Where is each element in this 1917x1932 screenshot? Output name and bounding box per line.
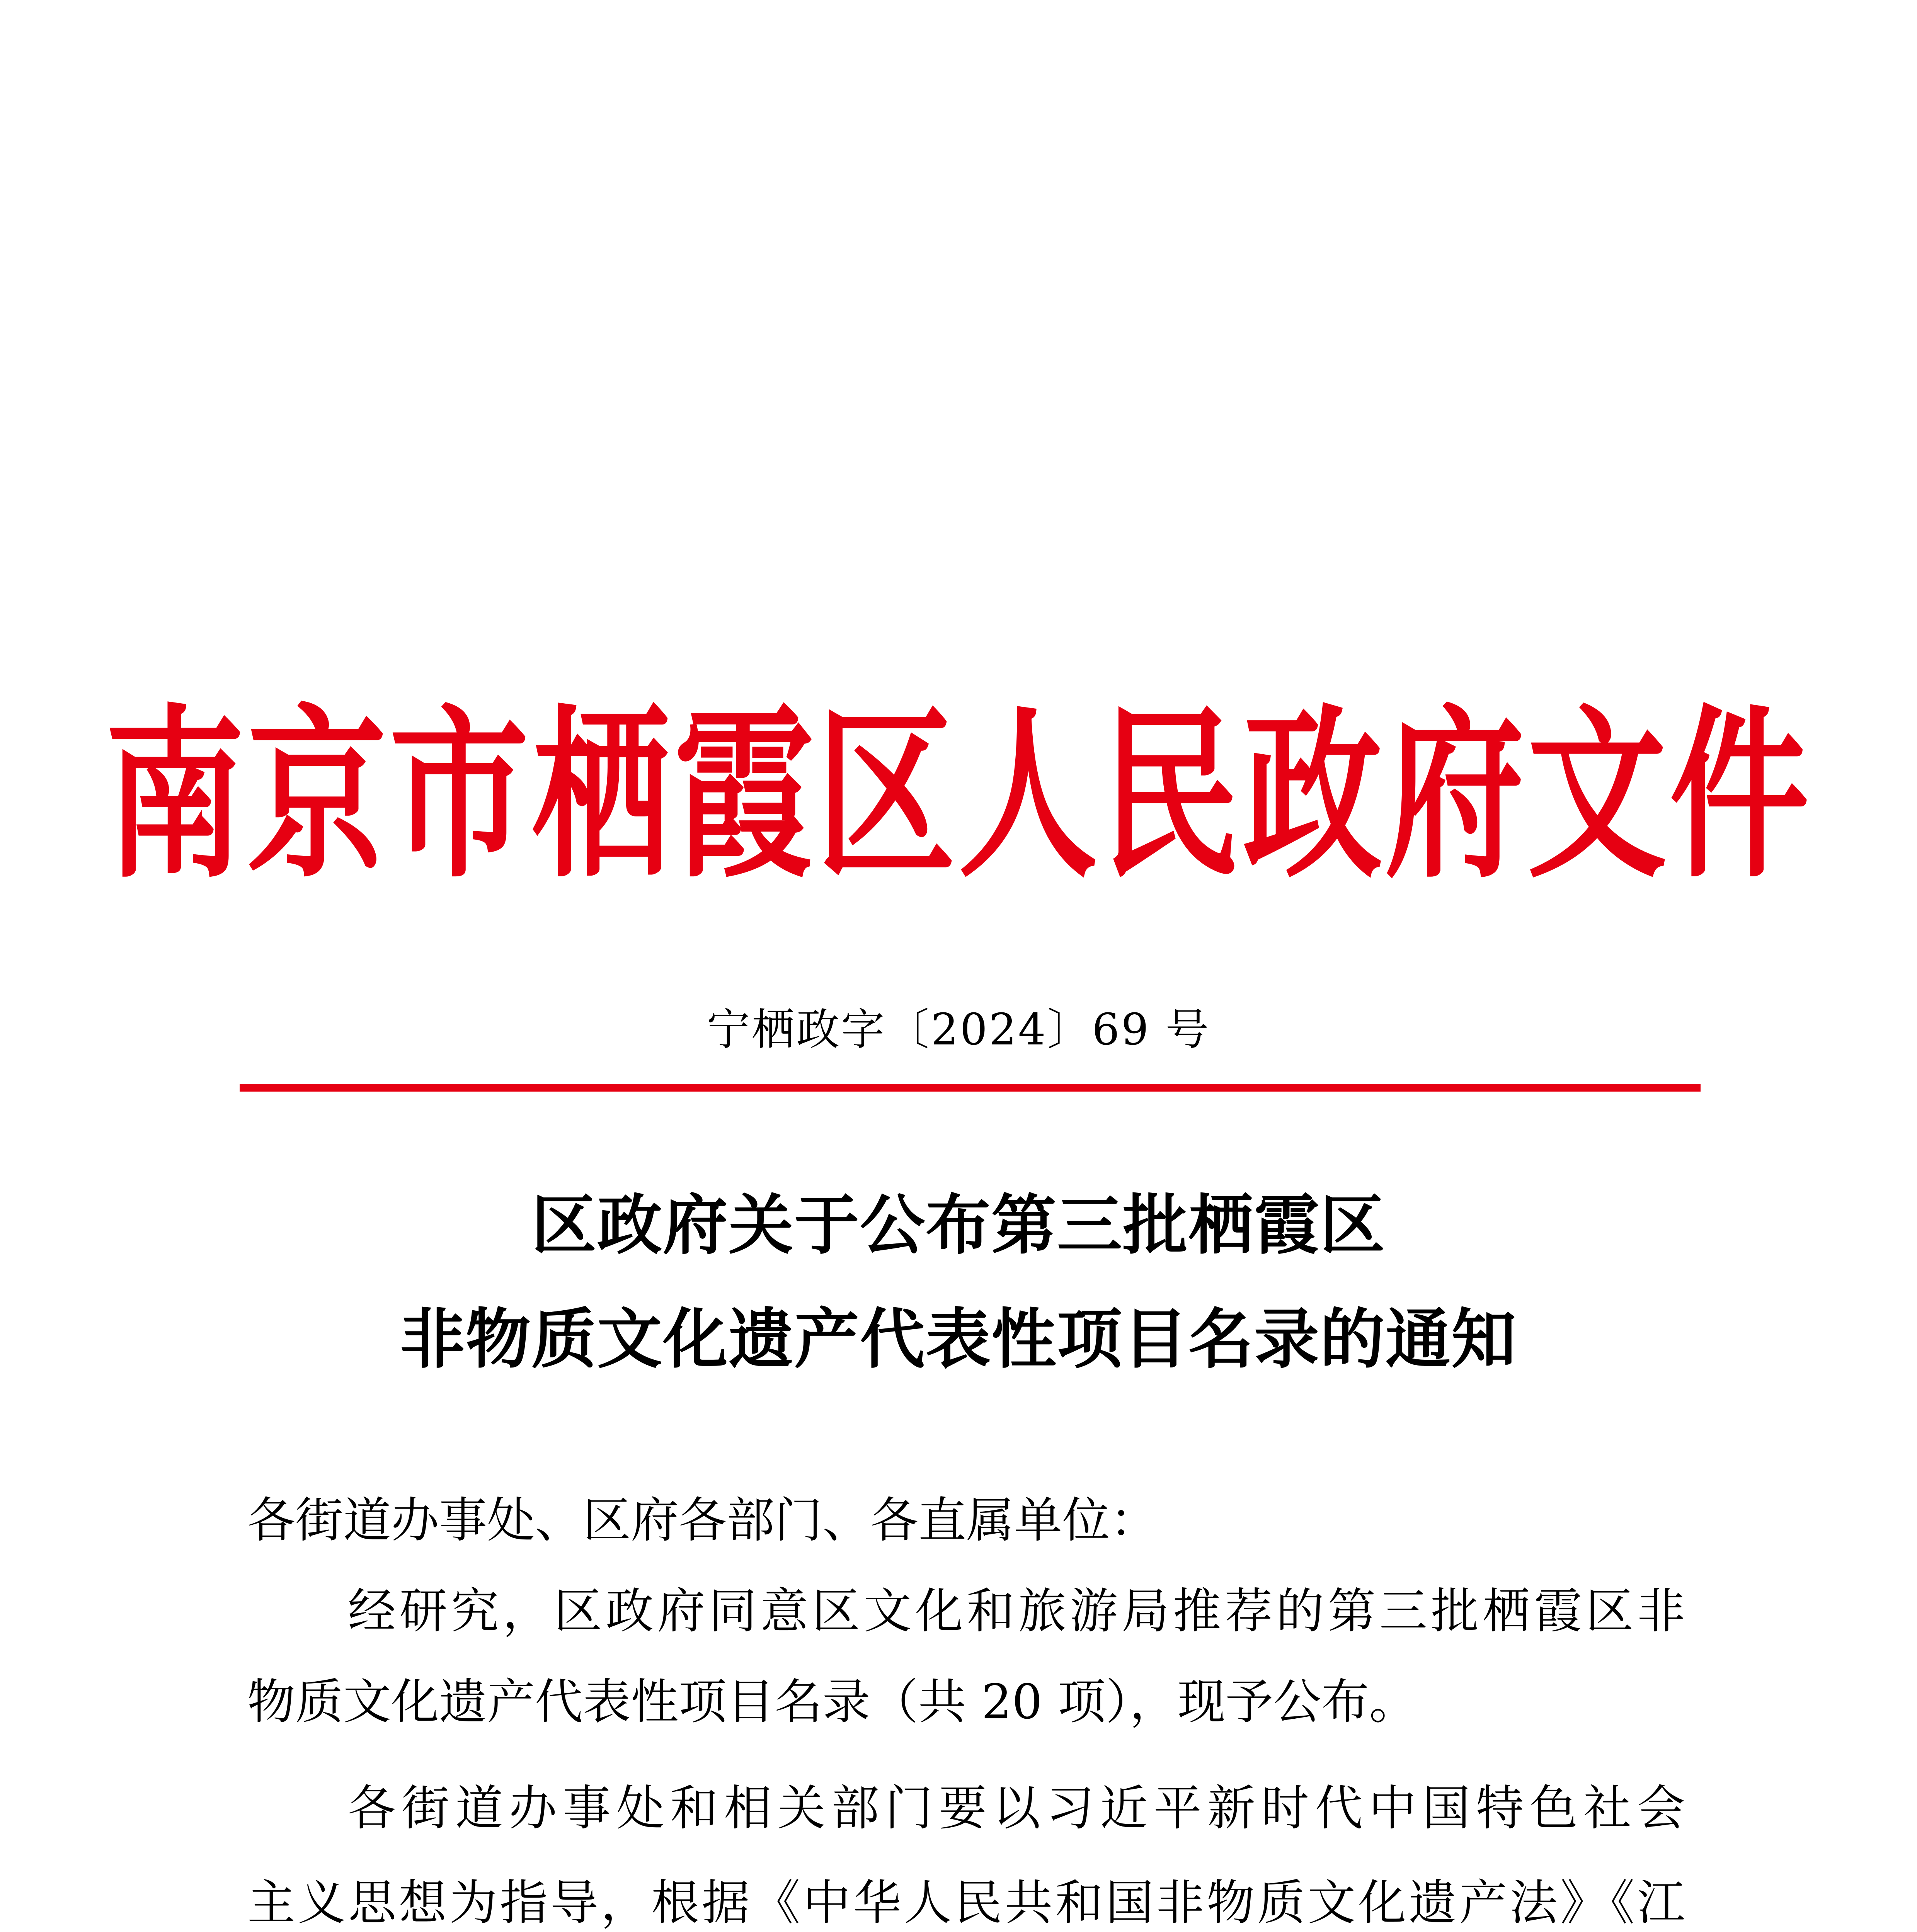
document-title-line-1: 区政府关于公布第三批栖霞区 (531, 1187, 1386, 1263)
document-title-line-2: 非物质文化遗产代表性项目名录的通知 (400, 1301, 1517, 1377)
paragraph-2-line-2: 主义思想为指导，根据《中华人民共和国非物质文化遗产法》《江 (247, 1875, 1685, 1931)
paragraph-2-line-1: 各街道办事处和相关部门要以习近平新时代中国特色社会 (348, 1781, 1685, 1836)
paragraph-1-line-1: 经研究，区政府同意区文化和旅游局推荐的第三批栖霞区非 (348, 1583, 1685, 1639)
addressee-line: 各街道办事处、区府各部门、各直属单位： (247, 1493, 1158, 1548)
paragraph-1-line-2: 物质文化遗产代表性项目名录（共 20 项），现予公布。 (247, 1674, 1417, 1730)
document-masthead: 南京市栖霞区人民政府文件 (105, 689, 1812, 903)
red-separator-rule (240, 1084, 1701, 1092)
document-number: 宁栖政字〔2024〕69 号 (707, 1005, 1210, 1055)
